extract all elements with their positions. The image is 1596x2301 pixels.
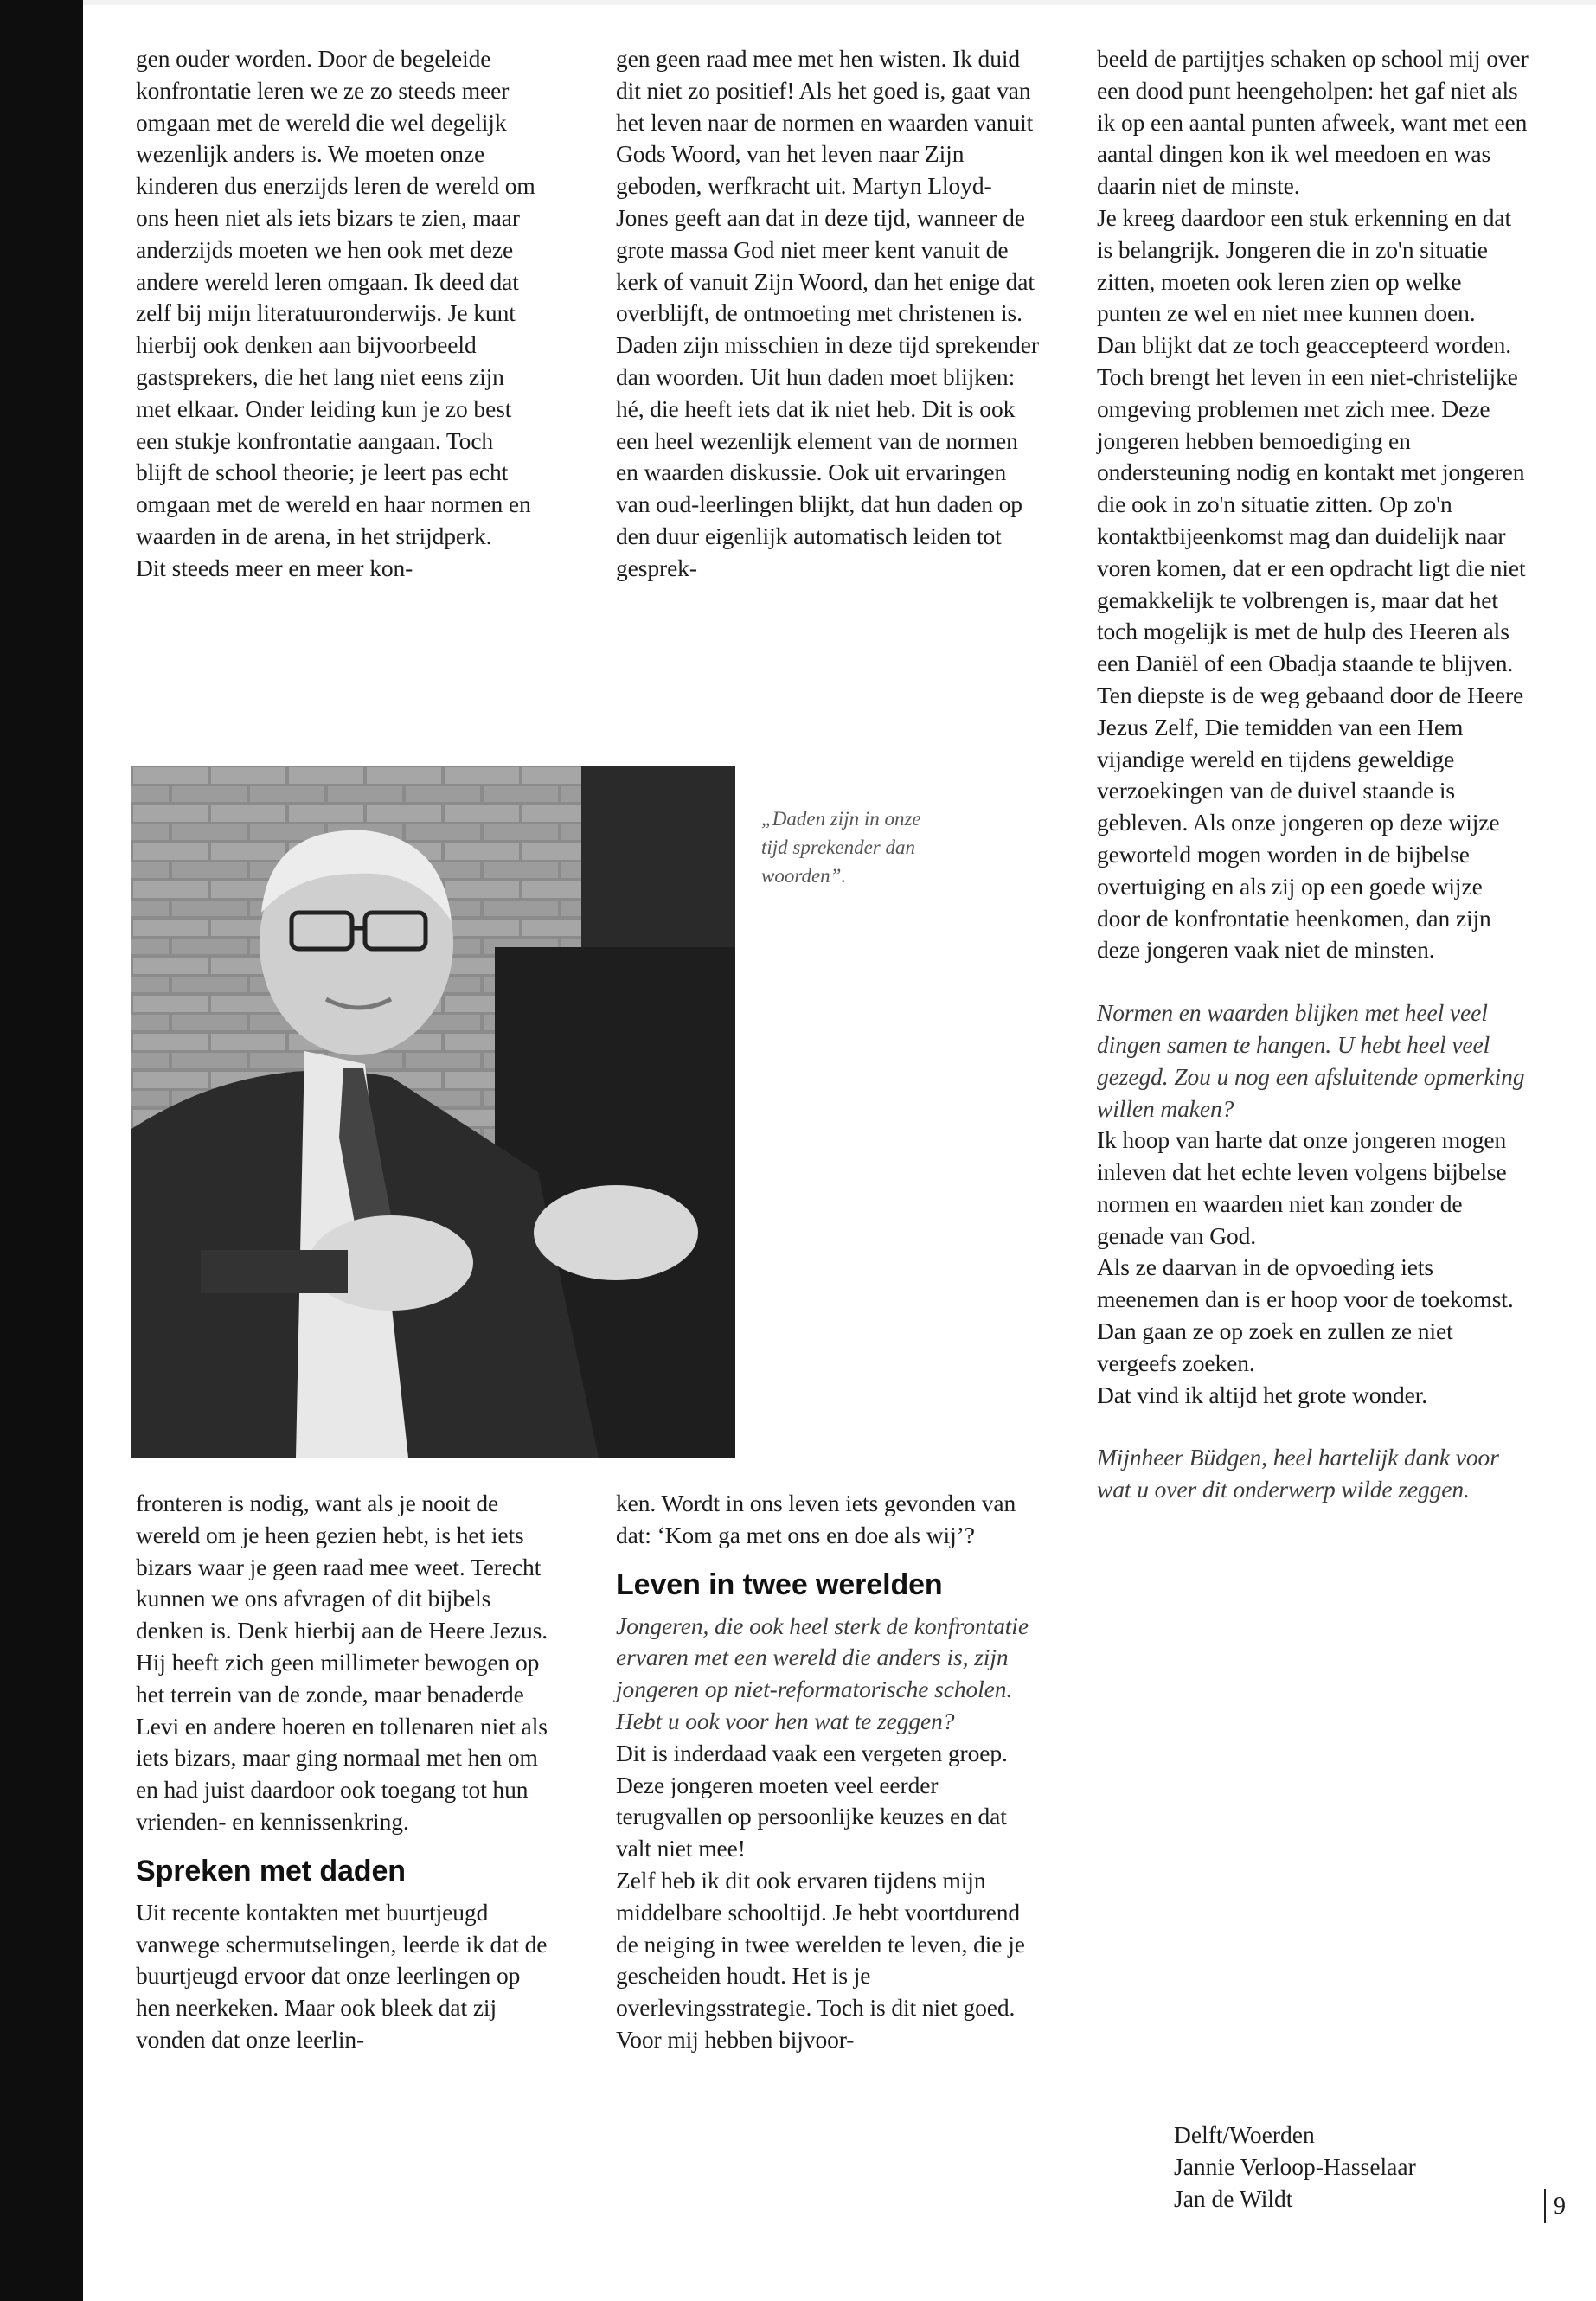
column-1-bottom — [136, 1488, 551, 2056]
interview-question: Jongeren, die ook heel sterk de konfrontatie ervaren met een wereld die anders is, zijn jongeren op niet-reformatorische scholen. Hebt u ook voor hen wat te zeggen? — [616, 1612, 1029, 1734]
section-heading: Spreken met daden — [136, 1854, 406, 1888]
page-number: 9 — [1554, 2193, 1566, 2220]
portrait-illustration — [131, 766, 735, 1458]
paragraph: Dan gaan ze op zoek en zullen ze niet vergeefs zoeken. — [1097, 1317, 1453, 1376]
column-3 — [1097, 43, 1529, 1506]
column-1-top — [136, 43, 542, 585]
paragraph: ken. Wordt in ons leven iets gevonden van dat: ‘Kom ga met ons en doe als wij’? — [616, 1490, 1016, 1548]
paragraph: Dit steeds meer en meer kon- — [136, 554, 413, 581]
column-2-bottom — [616, 1488, 1040, 2056]
closing-remark: Mijnheer Büdgen, heel hartelijk dank voor wat u over dit onderwerp wilde zeggen. — [1097, 1444, 1499, 1503]
page-edge-bar — [0, 0, 83, 2301]
page-top-strip — [83, 0, 1596, 5]
signature-author: Jannie Verloop-Hasselaar — [1174, 2152, 1416, 2180]
signature-block — [1174, 2119, 1485, 2214]
paragraph: gen geen raad mee met hen wisten. Ik duid dit niet zo positief! Als het goed is, gaat van het leven naar de normen en waarden vanuit Gods Woord, van het leven naar Zijn geboden, werfkracht uit. Martyn Lloyd-Jones geeft aan dat in deze tijd, wanneer de grote massa God niet meer kent vanuit de kerk of vanuit Zijn Woord, dan het enige dat overblijft, de ontmoeting met christenen is. Daden zijn misschien in deze tijd sprekender dan woorden. Uit hun daden moet blijken: hé, die heeft iets dat ik niet heb. Dit is ook een heel wezenlijk element van de normen en waarden diskussie. Ook uit ervaringen van oud-leerlingen blijkt, dat hun daden op den duur eigenlijk automatisch leiden tot gesprek- — [616, 45, 1039, 581]
paragraph: Toch brengt het leven in een niet-christelijke omgeving problemen met zich mee. Deze jongeren hebben bemoediging en ondersteuning nodig en kontakt met jongeren die ook in zo'n situatie zitten. Op zo'n kontaktbijeenkomst mag dan duidelijk naar voren komen, dat er een opdracht ligt die niet gemakkelijk te volbrengen is, maar dat het toch mogelijk is met de hulp des Heeren als een Daniël of een Obadja staande te blijven. Ten diepste is de weg gebaand door de Heere Jezus Zelf, Die temidden van een Hem vijandige wereld en tijdens geweldige verzoekingen van de duivel staande is gebleven. Als onze jongeren op deze wijze geworteld mogen worden in de bijbelse overtuiging en als zij op een goede wijze door de konfrontatie heenkomen, dan zijn deze jongeren vaak niet de minsten. — [1097, 362, 1526, 964]
paragraph: Zelf heb ik dit ook ervaren tijdens mijn middelbare schooltijd. Je hebt voortdurend de neiging in twee werelden te leven, die je gescheiden houdt. Het is je overlevingsstrategie. Toch is dit niet goed. Voor mij hebben bijvoor- — [616, 1866, 1025, 2053]
page-number-rule — [1544, 2189, 1546, 2223]
portrait-photo — [131, 766, 735, 1458]
section-heading: Leven in twee werelden — [616, 1567, 943, 1601]
signature-place: Delft/Woerden — [1174, 2121, 1315, 2148]
paragraph: beeld de partijtjes schaken op school mij over een dood punt heengeholpen: het gaf niet als ik op een aantal punten afweek, want met een aantal dingen kon ik wel meedoen en was daarin niet de minste. — [1097, 45, 1529, 200]
column-2-top — [616, 43, 1040, 585]
paragraph: fronteren is nodig, want als je nooit de wereld om je heen gezien hebt, is het iets bizars waar je geen raad mee weet. Terecht kunnen we ons afvragen of dit bijbels denken is. Denk hierbij aan de Heere Jezus. Hij heeft zich geen millimeter bewogen op het terrein van de zonde, maar benaderde Levi en andere hoeren en tollenaren niet als iets bizars, maar ging normaal met hen om en had juist daardoor ook toegang tot hun vrienden- en kennissenkring. — [136, 1490, 548, 1835]
paragraph: Als ze daarvan in de opvoeding iets meenemen dan is er hoop voor de toekomst. — [1097, 1253, 1514, 1313]
paragraph: gen ouder worden. Door de begeleide konfrontatie leren we ze zo steeds meer omgaan met de wereld die wel degelijk wezenlijk anders is. We moeten onze kinderen dus enerzijds leren de wereld om ons heen niet als iets bizars te zien, maar anderzijds moeten we hen ook met deze andere wereld leren omgaan. Ik deed dat zelf bij mijn literatuuronderwijs. Je kunt hierbij ook denken aan bijvoorbeeld gastsprekers, die het lang niet eens zijn met elkaar. Onder leiding kun je zo best een stukje konfrontatie aangaan. Toch blijft de school theorie; je leert pas echt omgaan met de wereld en haar normen en waarden in de arena, in het strijdperk. — [136, 45, 535, 549]
paragraph: Je kreeg daardoor een stuk erkenning en dat is belangrijk. Jongeren die in zo'n situatie zitten, moeten ook leren zien op welke punten ze wel en niet mee kunnen doen. — [1097, 203, 1512, 327]
paragraph: Ik hoop van harte dat onze jongeren mogen inleven dat het echte leven volgens bijbelse normen en waarden niet kan zonder de genade van God. — [1097, 1126, 1507, 1249]
paragraph: Uit recente kontakten met buurtjeugd vanwege schermutselingen, leerde ik dat de buurtjeugd ervoor dat onze leerlingen op hen neerkeken. Maar ook bleek dat zij vonden dat onze leerlin- — [136, 1898, 548, 2053]
interview-question: Normen en waarden blijken met heel veel dingen samen te hangen. U hebt heel veel gezegd. Zou u nog een afsluitende opmerking willen maken? — [1097, 999, 1525, 1122]
signature-author: Jan de Wildt — [1174, 2184, 1293, 2212]
paragraph: Dit is inderdaad vaak een vergeten groep. Deze jongeren moeten veel eerder terugvallen op persoonlijke keuzes en dat valt niet mee! — [616, 1739, 1008, 1862]
paragraph: Dan blijkt dat ze toch geaccepteerd worden. — [1097, 331, 1512, 359]
pull-quote: „Daden zijn in onze tijd sprekender dan woorden”. — [761, 808, 921, 887]
paragraph: Dat vind ik altijd het grote wonder. — [1097, 1381, 1428, 1408]
